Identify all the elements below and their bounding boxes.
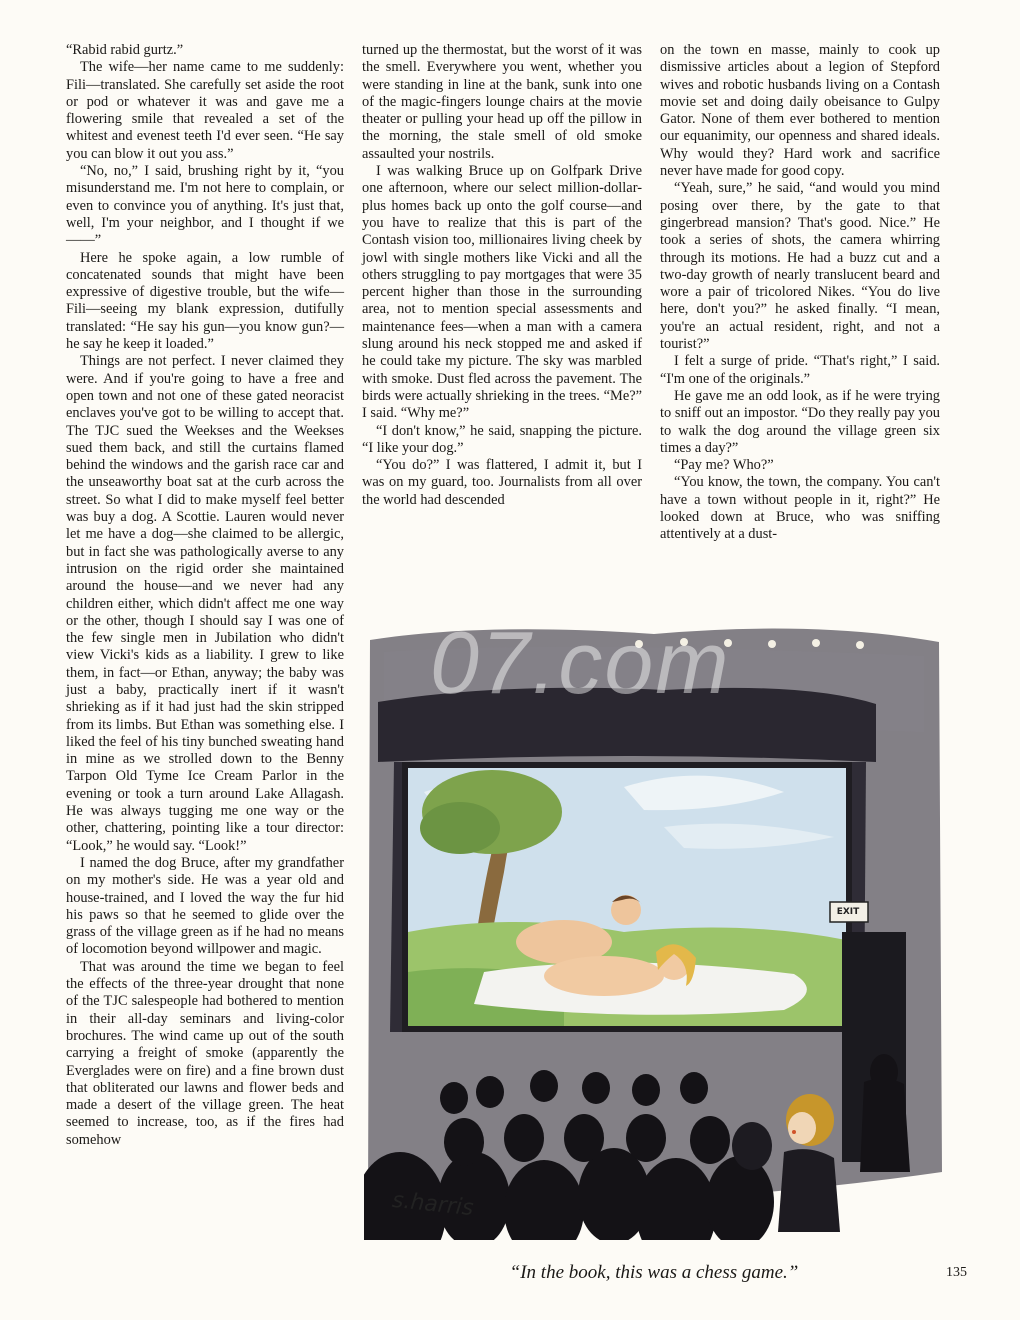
woman-mouth — [792, 1130, 796, 1134]
paragraph: I felt a surge of pride. “That's right,” I said. “I'm one of the originals.” — [660, 353, 940, 387]
woman-body — [778, 1149, 840, 1232]
text-column-3 — [660, 42, 940, 544]
paragraph: “You know, the town, the company. You can't have a town without people in it, right?” He looked down at Bruce, who was sniffing attentively at a dust- — [660, 474, 940, 543]
tree-foliage — [420, 802, 500, 854]
paragraph: on the town en masse, mainly to cook up dismissive articles about a legion of Stepford wives and robotic husbands living on a Contash movie set and doing daily obeisance to Gulpy Gator. None of them ever bothered to mention our equanimity, our openness and shared ideals. Why would they? Hard work and sacrifice never have made for good copy. — [660, 42, 940, 180]
paragraph: “Rabid rabid gurtz.” — [66, 42, 184, 58]
paragraph: I was walking Bruce up on Golfpark Drive one afternoon, where our select million-dollar-plus homes back up onto the golf course—and you have to realize that this is part of the Contash vision too, millionaires living cheek by jowl with single mothers like Vicki and all the others struggling to pay mortgages that were 35 percent higher than those in the surrounding area, not to mention special assessments and maintenance fees—when a man with a camera slung around his neck stopped me and asked if he could take my picture. The sky was marbled with smoke. Dust fled across the pavement. The birds were actually shrieking in the trees. “Me?” I said. “Why me?” — [362, 163, 642, 422]
cartoon-illustration — [364, 612, 944, 1240]
text-column-1 — [66, 42, 344, 1149]
paragraph: “You do?” I was flattered, I admit it, but I was on my guard, too. Journalists from all over the world had descended — [362, 457, 642, 508]
man-head — [732, 1122, 772, 1170]
paragraph: He gave me an odd look, as if he were trying to sniff out an impostor. “Do they really pay you to walk the dog around the village green six times a day?” — [660, 387, 940, 456]
watermark: 07.com — [430, 613, 731, 712]
figure-body — [544, 956, 664, 996]
paragraph: That was around the time we began to feel the effects of the three-year drought that none of the TJC salespeople had bothered to mention in their all-day seminars and living-color brochures. The wind came up out of the south carrying a freight of smoke (apparently the Everglades were on fire) and a fine brown dust that obliterated our lawns and flower beds and made a desert of the village green. The heat seemed to increase, too, as if the fires had somehow — [66, 958, 344, 1148]
cartoon-caption: “In the book, this was a chess game.” — [509, 1262, 799, 1283]
paragraph: The wife—her name came to me suddenly: Fili—translated. She carefully set aside the root or pod or whatever it was and gave me a flowering smile that revealed a set of the whitest and evenest teeth I'd ever seen. “He say you can blow it out you ass.” — [66, 59, 344, 162]
page-number: 135 — [946, 1265, 967, 1280]
text-column-2 — [362, 42, 642, 509]
paragraph: Here he spoke again, a low rumble of concatenated sounds that might have been expressive of digestive trouble, but the wife—Fili—seeing my blank expression, dutifully translated: “He say his gun—you know gun?—he say he keep it loaded.” — [66, 249, 344, 353]
paragraph: Things are not perfect. I never claimed they were. And if you're going to have a free and open town and not one of these gated neoracist enclaves you've got to be willing to accept that. The TJC sued the Weekses and the Weekses sued them back, and still the curtains flamed behind the windows and the garish race car and the unseaworthy boat sat at the curb across the street. So what I did to make myself feel better was buy a dog. A Scottie. Lauren would never let me have a dog—she claimed to be allergic, but in fact she was pathologically averse to any intrusion on the rigid order she maintained around the house—and we never had any children either, which didn't affect me one way or the other, though I should say I was one of the few single men in Jubilation who didn't view Vicki's kids as a liability. I grew to like them, in fact—or Ethan, anyway; the baby was just a baby, practically inert if it wasn't shrieking as if it had just had the skin stripped from its limbs. But Ethan was something else. I liked the feel of his tiny bunched sweating hand in mine as we strolled down to the Benny Tarpon Old Tyme Ice Cream Parlor in the evening or took a turn around Lake Allagash. He was always tugging me one way or the other, chattering, pointing like a tour director: “Look,” he would say. “Look!” — [66, 353, 344, 854]
paragraph: I named the dog Bruce, after my grandfather on my mother's side. He was a year old and house-trained, and I loved the way the fur hid his paws so that he seemed to glide over the grass of the village green as if he had no means of locomotion beyond willpower and magic. — [66, 854, 344, 958]
paragraph: “Pay me? Who?” — [674, 457, 774, 474]
paragraph: turned up the thermostat, but the worst of it was the smell. Everywhere you went, whether you were standing in line at the bank, sunk into one of the magic-fingers lounge chairs at the movie theater or pulling your head up off the pillow in the morning, the stale smell of old smoke assaulted your nostrils. — [362, 42, 642, 162]
paragraph: “I don't know,” he said, snapping the picture. “I like your dog.” — [362, 422, 642, 456]
paragraph: “No, no,” I said, brushing right by it, “you misunderstand me. I'm not here to complain, or even to convince you of anything. It's just that, well, I'm your neighbor, and I thought if we——” — [66, 163, 344, 249]
woman-face — [788, 1112, 816, 1144]
paragraph: “Yeah, sure,” he said, “and would you mind posing over there, by the gate to that gingerbread mansion? That's good. Nice.” He took a series of shots, the camera whirring through its motions. He had a buzz cut and a two-day growth of nearly translucent beard and wore a pair of tricolored Nikes. “You do live here, don't you?” he asked finally. “I mean, you're an actual resident, right, and not a tourist?” — [660, 180, 940, 353]
artist-signature: s.harris — [390, 1187, 475, 1222]
exit-sign-text: EXIT — [836, 907, 860, 917]
